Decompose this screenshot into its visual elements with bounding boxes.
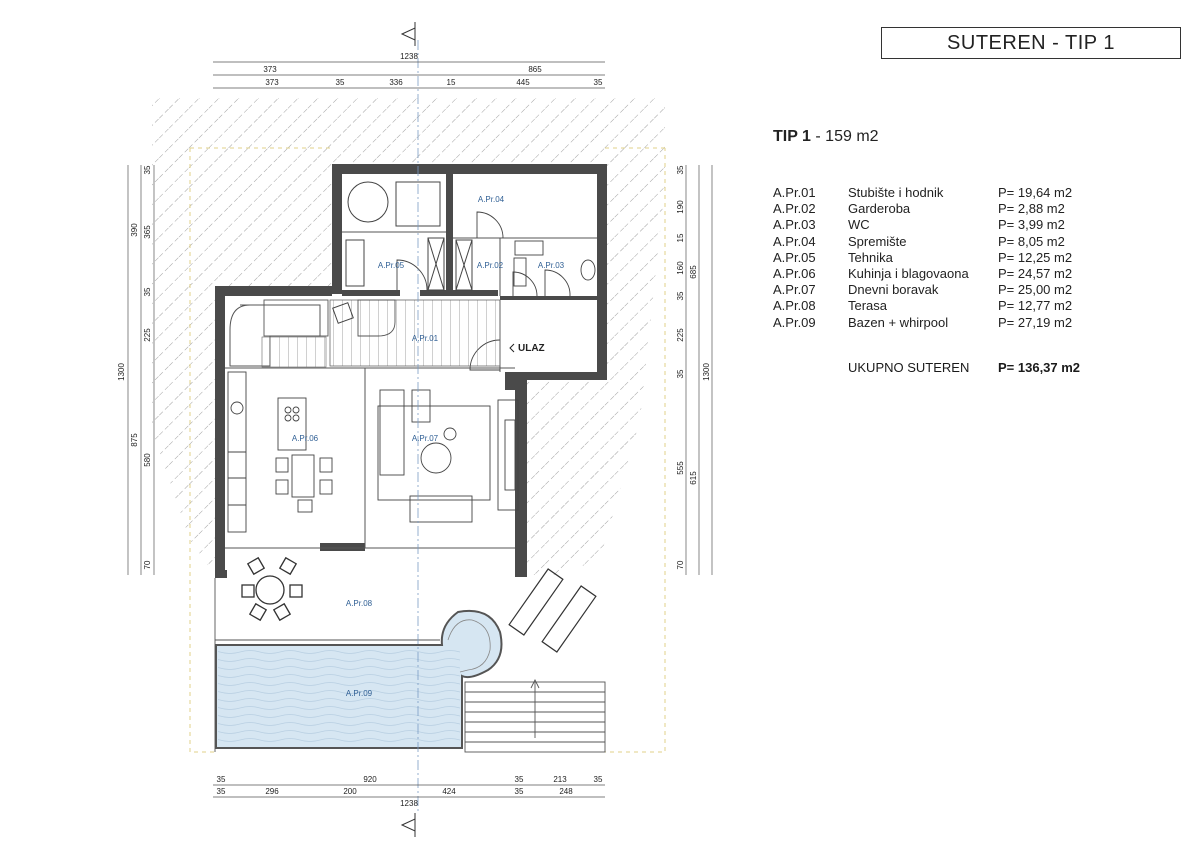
room-name: Garderoba [848, 201, 911, 217]
dimension-label: 15 [446, 78, 456, 87]
room-name: Kuhinja i blagovaona [848, 265, 969, 281]
dimension-label: 160 [676, 261, 685, 275]
room-tag: A.Pr.08 [345, 599, 373, 608]
room-tag: A.Pr.07 [411, 434, 439, 443]
dimension-label: 875 [130, 433, 139, 447]
room-row [773, 185, 1118, 201]
room-schedule [773, 185, 1118, 331]
room-name: Spremište [848, 233, 907, 249]
room-name: Bazen + whirpool [848, 314, 949, 330]
room-code: A.Pr.08 [773, 298, 816, 314]
dimension-label: 865 [528, 65, 542, 74]
section-marker-bottom [402, 813, 415, 837]
room-tag: A.Pr.05 [377, 261, 405, 270]
section-marker-top [402, 22, 415, 46]
dimension-label: 685 [689, 265, 698, 279]
dimension-label: 615 [689, 471, 698, 485]
dimension-label: 190 [676, 200, 685, 214]
room-code: A.Pr.07 [773, 282, 816, 298]
dimension-label: 35 [143, 287, 152, 297]
room-tag: A.Pr.04 [477, 195, 505, 204]
dimension-label: 35 [216, 787, 226, 796]
room-code: A.Pr.05 [773, 249, 816, 265]
dimension-label: 15 [676, 233, 685, 243]
room-area: P= 27,19 m2 [998, 314, 1073, 330]
entrance-label: ULAZ [518, 343, 545, 354]
room-code: A.Pr.09 [773, 314, 816, 330]
dimension-label: 365 [143, 225, 152, 239]
dimension-label: 373 [265, 78, 279, 87]
dimension-label: 35 [335, 78, 345, 87]
room-name: Terasa [848, 298, 888, 314]
total-label: UKUPNO SUTEREN [848, 360, 970, 375]
dimension-label: 35 [143, 165, 152, 175]
room-tag: A.Pr.02 [476, 261, 504, 270]
dimension-label: 248 [559, 787, 573, 796]
dimension-label: 200 [343, 787, 357, 796]
room-row [773, 266, 1118, 282]
hallway-stairs [330, 300, 500, 366]
dimension-label: 920 [363, 775, 377, 784]
room-area: P= 12,25 m2 [998, 249, 1073, 265]
type-label: TIP 1 [773, 128, 811, 145]
room-row [773, 234, 1118, 250]
room-code: A.Pr.03 [773, 217, 816, 233]
dimension-label: 1300 [117, 363, 126, 381]
dimension-label: 35 [593, 775, 603, 784]
sheet-title: SUTEREN - TIP 1 [881, 27, 1181, 59]
room-area: P= 8,05 m2 [998, 233, 1065, 249]
dimension-label: 35 [676, 291, 685, 301]
room-code: A.Pr.02 [773, 201, 816, 217]
type-area: - 159 m2 [810, 128, 879, 145]
dimension-label: 70 [143, 560, 152, 570]
dimension-label: 35 [514, 775, 524, 784]
room-area: P= 2,88 m2 [998, 201, 1065, 217]
room-area: P= 19,64 m2 [998, 185, 1073, 200]
room-name: Tehnika [848, 249, 893, 265]
room-name: WC [848, 217, 870, 233]
dimension-label: 225 [143, 328, 152, 342]
type-heading [773, 128, 879, 146]
dimension-label: 225 [676, 328, 685, 342]
dimension-label: 336 [389, 78, 403, 87]
room-code: A.Pr.04 [773, 233, 816, 249]
dimension-label: 1238 [400, 799, 418, 808]
room-row [773, 282, 1118, 298]
dimension-label: 213 [553, 775, 567, 784]
dimension-label: 424 [442, 787, 456, 796]
dimension-label: 35 [216, 775, 226, 784]
room-tag: A.Pr.01 [411, 334, 439, 343]
room-area: P= 3,99 m2 [998, 217, 1065, 233]
room-area: P= 25,00 m2 [998, 282, 1073, 298]
room-row [773, 315, 1118, 331]
room-code: A.Pr.01 [773, 185, 816, 200]
room-row [773, 201, 1118, 217]
dimension-label: 555 [676, 461, 685, 475]
room-name: Stubište i hodnik [848, 185, 944, 200]
room-name: Dnevni boravak [848, 282, 939, 298]
room-tag: A.Pr.09 [345, 689, 373, 698]
dimension-label: 35 [676, 369, 685, 379]
room-row [773, 250, 1118, 266]
total-value: P= 136,37 m2 [998, 360, 1081, 375]
dimension-label: 445 [516, 78, 530, 87]
room-area: P= 12,77 m2 [998, 298, 1073, 314]
total-row [848, 360, 1080, 375]
dimension-label: 373 [263, 65, 277, 74]
dimension-label: 35 [593, 78, 603, 87]
dimension-label: 580 [143, 453, 152, 467]
dimension-label: 35 [676, 165, 685, 175]
room-tag: A.Pr.03 [537, 261, 565, 270]
dimension-label: 1238 [400, 52, 418, 61]
room-row [773, 217, 1118, 233]
room-row [773, 298, 1118, 314]
dimension-label: 70 [676, 560, 685, 570]
room-area: P= 24,57 m2 [998, 265, 1073, 281]
room-code: A.Pr.06 [773, 265, 816, 281]
room-tag: A.Pr.06 [291, 434, 319, 443]
dimension-label: 296 [265, 787, 279, 796]
dimension-label: 35 [514, 787, 524, 796]
dimension-label: 390 [130, 223, 139, 237]
dimension-label: 1300 [702, 363, 711, 381]
